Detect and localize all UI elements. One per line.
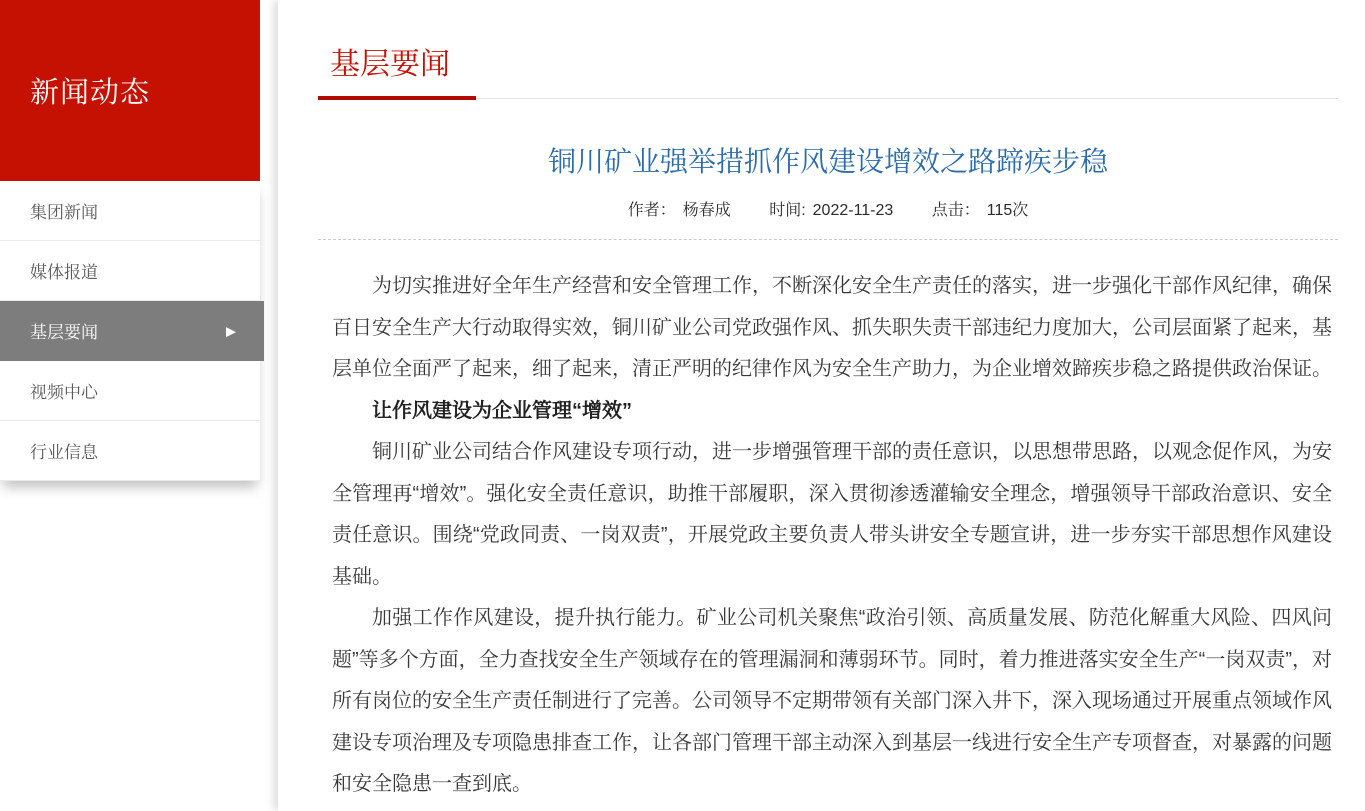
- author-value: 杨春成: [682, 202, 731, 219]
- sidebar-item-label: 基层要闻: [30, 323, 98, 342]
- section-title-underline: [318, 96, 476, 100]
- sidebar-item-group-news[interactable]: [0, 181, 260, 241]
- page-title: 基层要闻: [330, 48, 450, 81]
- sidebar-item-label: 集团新闻: [30, 203, 98, 222]
- clicks-label: 点击：: [931, 202, 980, 219]
- sidebar-item-grassroots-news[interactable]: [0, 301, 264, 361]
- author-label: 作者：: [627, 202, 676, 219]
- sidebar-item-media-reports[interactable]: [0, 241, 260, 301]
- sidebar-item-label: 媒体报道: [30, 263, 98, 282]
- sidebar-item-label: 视频中心: [30, 383, 98, 402]
- article-paragraph: 为切实推进好全年生产经营和安全管理工作，不断深化安全生产责任的落实，进一步强化干部作风纪律，确保百日安全生产大行动取得实效，铜川矿业公司党政强作风、抓失职失责干部违纪力度加大，公司层面紧了起来，基层单位全面严了起来，细了起来，清正严明的纪律作风为安全生产助力，为企业增效蹄疾步稳之路提供政治保证。: [332, 275, 1332, 380]
- time-label: 时间:: [769, 202, 806, 219]
- meta-author: [628, 202, 735, 219]
- meta-clicks: [932, 202, 1029, 219]
- active-arrow-icon: ▶: [226, 323, 236, 338]
- sidebar-item-video-center[interactable]: [0, 361, 260, 421]
- article: [318, 145, 1338, 806]
- sidebar-title: [0, 0, 260, 181]
- article-body: [332, 266, 1332, 806]
- main-content: [278, 0, 1365, 811]
- sidebar-item-label: 行业信息: [30, 443, 98, 462]
- clicks-value: 115次: [986, 202, 1029, 219]
- sidebar-item-industry-info[interactable]: [0, 421, 260, 481]
- article-subheading: 让作风建设为企业管理“增效”: [372, 399, 632, 422]
- section-header: [318, 44, 1338, 99]
- sidebar: [0, 0, 260, 481]
- article-title: 铜川矿业强举措抓作风建设增效之路蹄疾步稳: [547, 146, 1108, 177]
- meta-time: [769, 202, 898, 219]
- article-paragraph: 加强工作作风建设，提升执行能力。矿业公司机关聚焦“政治引领、高质量发展、防范化解重大风险、四风问题”等多个方面，全力查找安全生产领域存在的管理漏洞和薄弱环节。同时，着力推进落实安全生产“一岗双责”，对所有岗位的安全生产责任制进行了完善。公司领导不定期带领有关部门深入井下，深入现场通过开展重点领域作风建设专项治理及专项隐患排查工作，让各部门管理干部主动深入到基层一线进行安全生产专项督查，对暴露的问题和安全隐患一查到底。: [332, 607, 1332, 795]
- dashed-divider: [318, 239, 1338, 240]
- sidebar-menu: [0, 181, 260, 481]
- sidebar-title-label: 新闻动态: [30, 77, 151, 109]
- article-meta: [318, 201, 1338, 221]
- article-paragraph: 铜川矿业公司结合作风建设专项行动，进一步增强管理干部的责任意识，以思想带思路，以观念促作风，为安全管理再“增效”。强化安全责任意识，助推干部履职，深入贯彻渗透灌输安全理念，增强领导干部政治意识、安全责任意识。围绕“党政同责、一岗双责”，开展党政主要负责人带头讲安全专题宣讲，进一步夯实干部思想作风建设基础。: [332, 441, 1332, 588]
- time-value: 2022-11-23: [812, 202, 894, 219]
